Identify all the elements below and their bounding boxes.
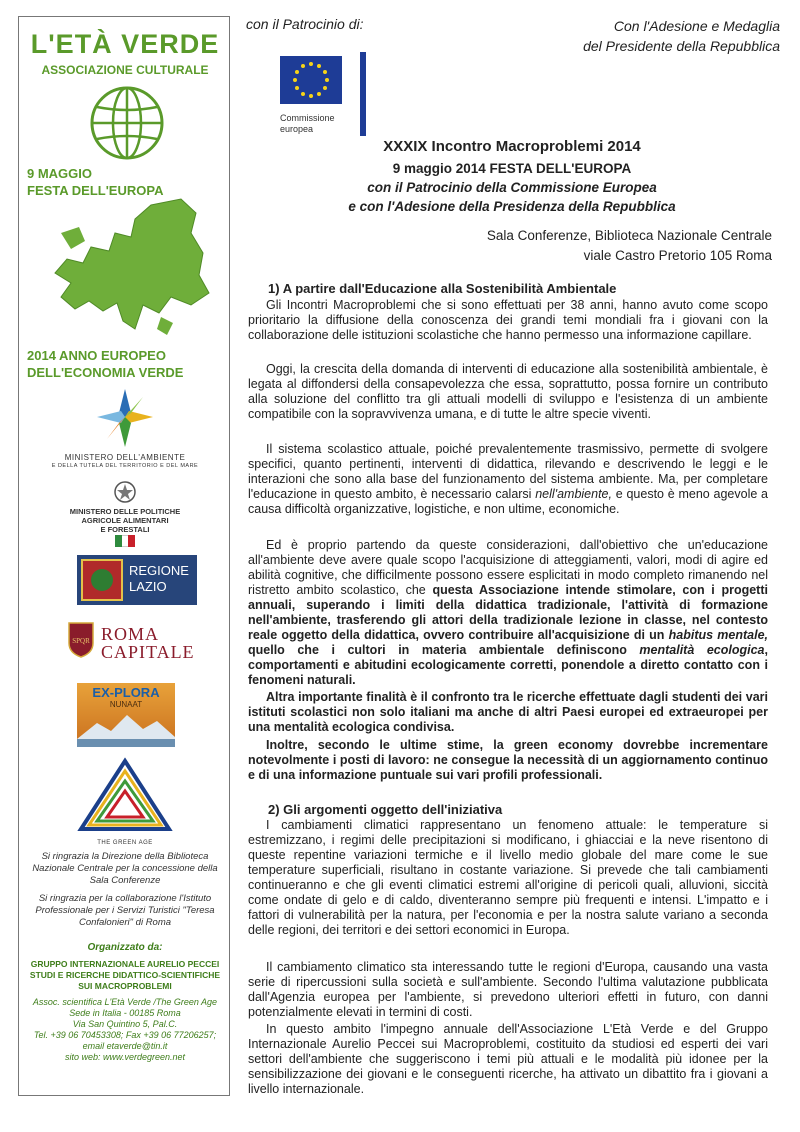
- year-line2: DELL'ECONOMIA VERDE: [27, 365, 184, 380]
- eu-commission-logo: [280, 56, 342, 138]
- ministry-env-line1: MINISTERO DELL'AMBIENTE: [64, 453, 186, 462]
- event-name: FESTA DELL'EUROPA: [27, 183, 164, 198]
- adhesion-line1: Con l'Adesione e Medaglia: [613, 18, 780, 34]
- regione-lazio-logo: [77, 555, 197, 605]
- green-age-label: THE GREEN AGE: [97, 840, 153, 846]
- organized-by: Organizzato da:: [87, 942, 163, 953]
- eu-logo-bar: [360, 52, 366, 136]
- section2-heading: 2) Gli argomenti oggetto dell'iniziativa: [268, 802, 503, 817]
- ministry-agri-line3: E FORESTALI: [100, 525, 150, 534]
- section1-heading: 1) A partire dall'Educazione alla Sostenibilità Ambientale: [268, 281, 617, 296]
- org-name: L'ETÀ VERDE: [30, 29, 220, 59]
- green-age-logo: [77, 757, 173, 837]
- regione-line1: REGIONE: [129, 563, 189, 578]
- europe-map-icon: [31, 193, 221, 343]
- italian-emblem-icon: [113, 479, 137, 505]
- ministry-environment-logo: [95, 387, 155, 449]
- event-date-line: 9 maggio 2014 FESTA DELL'EUROPA: [392, 161, 632, 176]
- patronage-label: con il Patrocinio di:: [246, 16, 364, 32]
- explora-line2: NUNAAT: [109, 700, 143, 709]
- patron-line: con il Patrocinio della Commissione Europea: [367, 180, 657, 195]
- section1-paragraph6: Inoltre, secondo le ultime stime, la green economy dovrebbe incrementare notevolmente i posti di lavoro: ne consegue la necessità di un aggiornamento continuo e di una informazione puntuale sui vari profili professionali.: [248, 738, 768, 782]
- ministry-env-line2: E DELLA TUTELA DEL TERRITORIO E DEL MARE: [51, 463, 199, 469]
- org-subtitle: ASSOCIAZIONE CULTURALE: [41, 63, 209, 77]
- venue-line1: Sala Conferenze, Biblioteca Nazionale Centrale: [486, 228, 772, 243]
- thanks-institute: Si ringrazia per la collaborazione l'Istituto Professionale per i Servizi Turistici "Teresa Confalonieri" di Roma: [35, 893, 215, 928]
- group-line1: GRUPPO INTERNAZIONALE AURELIO PECCEI: [30, 959, 220, 969]
- explora-logo: [77, 683, 175, 747]
- roma-line1: ROMA: [101, 624, 160, 644]
- event-title: XXXIX Incontro Macroproblemi 2014: [383, 138, 641, 155]
- section1-paragraph2: Oggi, la crescita della domanda di interventi di educazione alla sostenibilità ambientale, è legata al diffondersi della consapevolezza che essa, soprattutto, possa fornire un contributo alla soluzione del conflitto tra gli attuali modelli di sviluppo e l'esistenza di un ambiente compatibile con la sopravvivenza umana, e di tutte le altre specie viventi.: [248, 362, 768, 421]
- adhesion-subline: e con l'Adesione della Presidenza della Repubblica: [348, 199, 676, 214]
- iceberg-icon: [77, 709, 175, 747]
- sidebar: [18, 16, 230, 1096]
- adhesion-line2: del Presidente della Repubblica: [583, 38, 780, 54]
- roma-shield-icon: [67, 621, 95, 659]
- eu-flag-icon: [280, 56, 342, 104]
- regione-line2: LAZIO: [129, 579, 167, 594]
- assoc-line: Assoc. scientifica L'Età Verde /The Green Age: [32, 997, 218, 1007]
- section1-paragraph3: Il sistema scolastico attuale, poiché prevalentemente trasmissivo, permette di svolgere specifici, quanto pertinenti, interventi di didattica, rilevando e descrivendo le leggi e le interazioni che sono alla base del funzionamento del sistema ambiente. Ma, per completare l'educazione in questo ambito, è necessario calarsi nell'ambiente, e questo è meno agevole a causa difficoltà organizzative, logistiche, e non ultime, economiche.: [248, 442, 769, 516]
- website-link[interactable]: sito web: www.verdegreen.net: [64, 1052, 186, 1062]
- section1-paragraph5: Altra importante finalità è il confronto tra le ricerche effettuate dagli studenti dei vari istituti scolastici non solo italiani ma anche di altri Paesi europei ed extraeuropei per una mentalità ecologica condivisa.: [248, 690, 768, 734]
- section1-paragraph1: Gli Incontri Macroproblemi che si sono effettuati per 38 anni, hanno avuto come scopo prioritario la diffusione della conoscenza dei grandi temi mondiali fra i giovani con la collaborazione delle istituzioni scolastiche che hanno permesso una informazione capillare.: [248, 298, 768, 342]
- event-date: 9 MAGGIO: [27, 166, 93, 181]
- eu-line2: europea: [280, 124, 314, 134]
- email-link[interactable]: email etaverde@tin.it: [82, 1041, 168, 1051]
- group-line2: STUDI E RICERCHE DIDATTICO-SCIENTIFICHE: [29, 970, 221, 980]
- phone-line: Tel. +39 06 70453308; Fax +39 06 77206257;: [33, 1030, 217, 1040]
- explora-line1: EX-PLORA: [92, 685, 160, 700]
- section1-paragraph4: Ed è proprio partendo da queste considerazioni, dall'obiettivo che un'educazione all'ambiente deve avere quale scopo l'acquisizione di atteggiamenti, valori, modi di agire ed abilità cognitive, che difficilmente possono essere esplicitati in modo completo rimanendo nel ristretto ambito scolastico, che questa Associazione intende stimolare, con i progetti annuali, superando i limiti della didattica tradizionale, l'attività di formazione nell'ambiente, trasferendo gli attori della tradizionale lezione in classe, nel contesto reale oggetto della didattica, ovvero contribuire all'acquisizione di un habitus mentale, quello che i cultori in materia ambientale definiscono mentalità ecologica, comportamenti e abitudini ecologicamente corretti, ponendole a diretto contatto con i fenomeni naturali.: [248, 538, 768, 687]
- section2-paragraph2: Il cambiamento climatico sta interessando tutte le regioni d'Europa, causando una vasta serie di ripercussioni sulla società e sull'ambiente. Secondo l'ultima valutazione pubblicata dall'Agenzia europea per l'ambiente, si prevedono ulteriori effetti in futuro, con danni potenzialmente elevati in termini di costi.: [248, 960, 768, 1019]
- globe-icon: [89, 85, 165, 161]
- thanks-library: Si ringrazia la Direzione della Biblioteca Nazionale Centrale per la concessione della Sala Conferenze: [32, 851, 218, 886]
- year-line1: 2014 ANNO EUROPEO: [27, 348, 166, 363]
- svg-text:SPQR: SPQR: [72, 637, 90, 645]
- italian-flag-icon: [115, 535, 135, 547]
- eu-line1: Commissione: [280, 113, 335, 123]
- ministry-agri-line2: AGRICOLE ALIMENTARI: [81, 516, 169, 525]
- group-line3: SUI MACROPROBLEMI: [78, 981, 172, 991]
- roma-line2: CAPITALE: [101, 642, 195, 662]
- venue-line2: viale Castro Pretorio 105 Roma: [583, 248, 772, 263]
- ministry-agri-line1: MINISTERO DELLE POLITICHE: [69, 507, 181, 516]
- address-line: Via San Quintino 5, Pal.C.: [72, 1019, 178, 1029]
- seat-line: Sede in Italia - 00185 Roma: [69, 1008, 181, 1018]
- section2-paragraph1: I cambiamenti climatici rappresentano un fenomeno attuale: le temperature si estremizzano, i regimi delle precipitazioni si modificano, i ghiacciai e la neve risentono di queste repentine variazioni termiche e il livello medio globale del mare come le sue temperature superficiali, risultano in costante variazione. Si prevede che tali cambiamenti continueranno e che gli eventi climatici estremi all'origine di pericoli quali, alluvioni, siccità come ondate di gelo e di caldo, diventeranno sempre più frequenti e intensi. L'impatto e i fattori di vulnerabilità per la natura, per l'economia e per la nostra salute variano a seconda delle regioni, dei territori e dei settori economici in Europa.: [248, 818, 768, 937]
- section2-paragraph3: In questo ambito l'impegno annuale dell'Associazione L'Età Verde e del Gruppo Internazionale Aurelio Peccei sui Macroproblemi, costituito da studiosi ed esperti dei vari settori dell'ambiente che suggeriscono i temi più attuali e le modalità più idonee per la sensibilizzazione dei giovani e le conseguenti ricerche, ha attivato un dibattito fra i giovani a livello internazionale.: [248, 1022, 768, 1096]
